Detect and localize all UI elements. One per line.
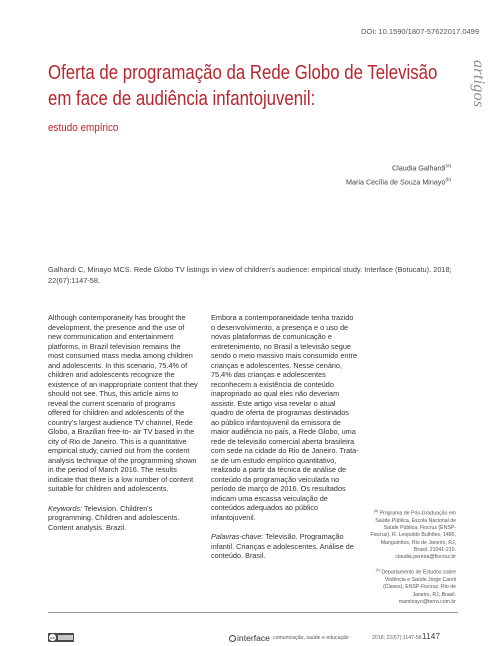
journal-footer bbox=[229, 633, 349, 643]
creative-commons-icon[interactable] bbox=[48, 633, 74, 642]
page-reference: 2018; 22(67):1147-58 bbox=[372, 635, 422, 641]
article-title-line-1: Oferta de programação da Rede Globo de Televisão bbox=[48, 61, 438, 84]
footer-divider bbox=[48, 612, 458, 613]
keywords-english-text: Television. Children's programming. Children and adolescents. Content analysis. Brazil. bbox=[48, 503, 180, 532]
author-2 bbox=[346, 174, 451, 188]
journal-brand: interface bbox=[237, 633, 270, 643]
doi-text[interactable]: DOI: 10.1590/1807-57622017.0499 bbox=[360, 27, 479, 36]
author-name: Maria Cecília de Souza Minayo bbox=[346, 177, 446, 187]
keywords-english bbox=[48, 504, 198, 533]
abstract-portuguese-text: Embora a contemporaneidade tenha trazido o desenvolvimento, a presença e o uso de novas plataformas de comunicação e entretenimento, no Brasil a televisão segue sendo o meio massivo mais consumido entre crianças e adolescentes. Nesse cenário, 75,4% das crianças e adolescentes reconhecem a existência de conteúdo inapropriado ao qual eles não deveriam assistir. Este artigo visa revelar o atual quadro de oferta de programas destinados ao público infantojuvenil da emissora de maior audiência no país, a Rede Globo, uma rede de televisão comercial aberta brasileira com sede na cidade do Rio de Janeiro. Trata-se de um estudo empírico quantitativo, realizado a partir da técnica de análise de conteúdo da programação veiculada no período de março de 2016. Os resultados indicam uma escassa veiculação de conteúdos adequados ao público infantojuvenil. bbox=[211, 313, 359, 522]
author-1 bbox=[346, 160, 451, 174]
author-list bbox=[346, 160, 451, 189]
keywords-portuguese-text: Televisão. Programação infantil. Crianças e adolescentes. Análise de conteúdo. Brasil. bbox=[211, 532, 354, 560]
abstract-english bbox=[48, 313, 198, 532]
author-affiliation-mark: (b) bbox=[445, 177, 451, 183]
abstract-portuguese bbox=[211, 313, 359, 561]
affiliation-text: Departamento de Estudos sobre Violência e Saúde Jorge Careli (Claves), ENSP-Fiocruz. Rio de Janeiro, RJ, Brasil. maminayo@terra.com.br bbox=[381, 569, 456, 605]
affiliation-mark: (a) bbox=[373, 509, 379, 513]
keywords-english-label: Keywords: bbox=[48, 503, 83, 513]
author-affiliation-mark: (a) bbox=[445, 163, 451, 168]
journal-logo-icon bbox=[229, 635, 236, 642]
citation-text: Galhardi C, Minayo MCS. Rede Globo TV listings in view of children's audience: empirical study. Interface (Botucatu). 2018; 22(67):1147-58. bbox=[48, 265, 452, 285]
section-label bbox=[469, 60, 503, 126]
article-subtitle: estudo empírico bbox=[48, 122, 119, 134]
affiliation-note-1 bbox=[366, 508, 456, 561]
journal-tagline: comunicação, saúde e educação bbox=[272, 635, 349, 641]
article-title-line-2: em face de audiência infantojuvenil: bbox=[48, 87, 316, 110]
keywords-portuguese bbox=[211, 532, 359, 561]
section-label-text: artigos bbox=[470, 60, 487, 108]
author-name: Claudia Galhardi bbox=[391, 163, 446, 173]
affiliation-mark: (b) bbox=[375, 568, 380, 573]
page-number: 1147 bbox=[422, 632, 441, 641]
keywords-portuguese-label: Palavras-chave: bbox=[211, 532, 264, 541]
affiliation-note-2 bbox=[366, 567, 456, 606]
cc-logo-mark: cc bbox=[50, 635, 55, 640]
affiliation-notes bbox=[366, 508, 456, 612]
cc-license-bar bbox=[58, 635, 73, 640]
article-title bbox=[48, 60, 438, 112]
affiliation-text: Programa de Pós-Graduação em Saúde Pública, Escola Nacional de Saúde Pública, Fiocruz (ENSP-Fiocruz). R. Leopoldo Bulhões, 1480, Manguinhos, Rio de Janeiro, RJ, Brasil. 21041-210. claudia.pereira@fiocruz.br bbox=[370, 510, 456, 560]
abstract-english-text: Although contemporaneity has brought the development, the presence and the use of new communication and entertainment platforms, in Brazil television remains the most consumed mass media among children and adolescents. In this scenario, 75.4% of children and adolescents recognize the existence of an inappropriate content that they should not see. Thus, this article aims to reveal the current scenario of programs offered for children and adolescents of the country's largest audience TV channel, Rede Globo, a Brazilian free-to- air TV based in the city of Rio de Janeiro. This is a quantitative empirical study, carried out from the content analysis technique of the programming shown in the period of March 2016. The results indicate that there is a low number of content suitable for children and adolescents. bbox=[48, 313, 198, 493]
